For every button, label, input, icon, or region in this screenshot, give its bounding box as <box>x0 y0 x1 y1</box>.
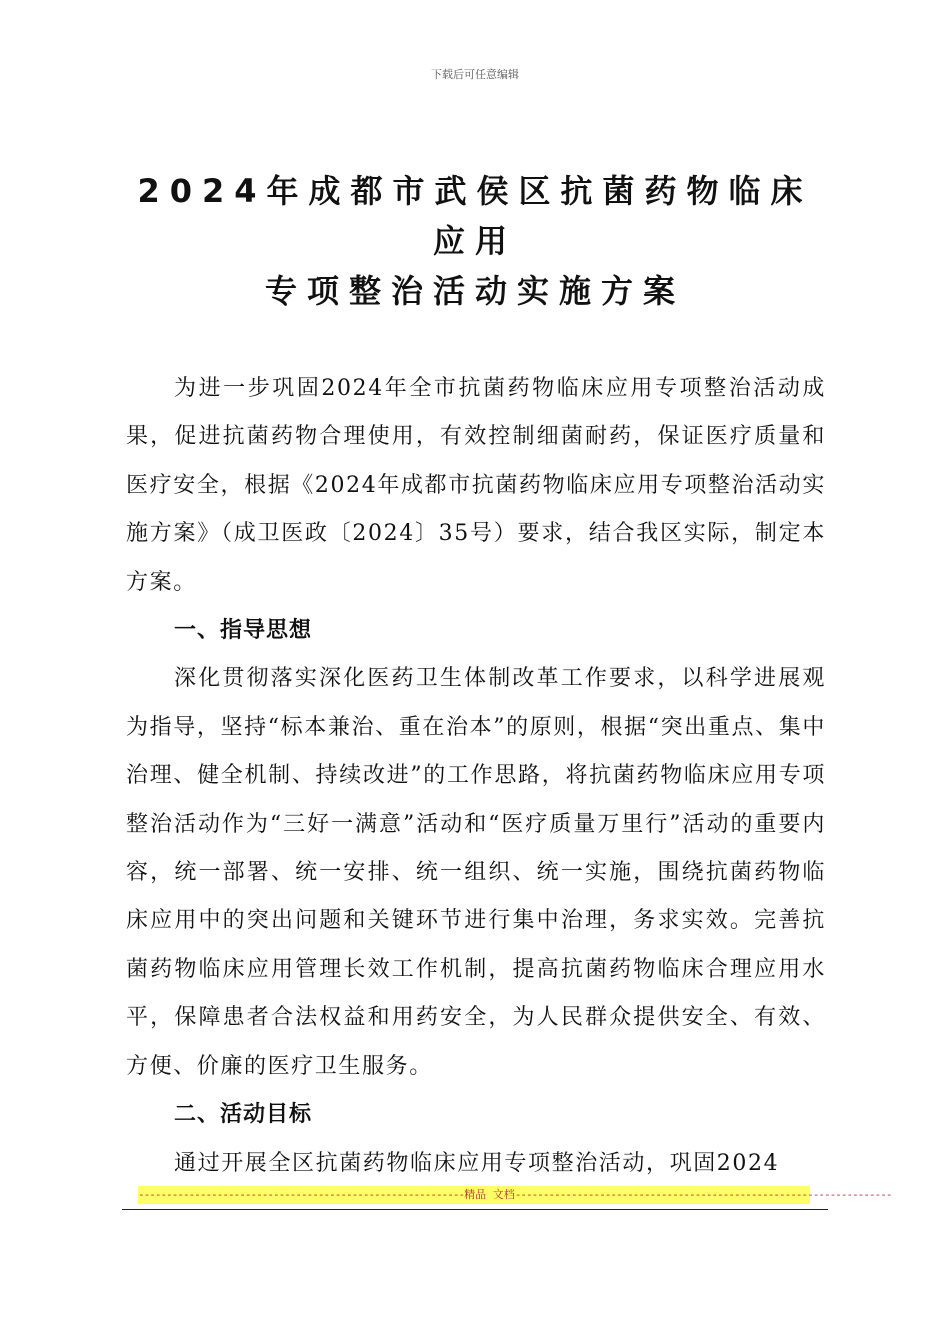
document-title <box>110 166 840 316</box>
footer-label: 精品 文档 <box>464 1188 515 1201</box>
footer-rule <box>122 1209 828 1210</box>
document-body <box>126 365 826 1188</box>
footer-watermark-band <box>138 1186 892 1204</box>
intro-paragraph: 为进一步巩固2024年全市抗菌药物临床应用专项整治活动成果，促进抗菌药物合理使用，有效控制细菌耐药，保证医疗质量和医疗安全，根据《2024年成都市抗菌药物临床应用专项整治活动实施方案》（成卫医政〔2024〕35号）要求，结合我区实际，制定本方案。 <box>126 376 826 595</box>
page-header-note: 下载后可任意编辑 <box>431 68 519 81</box>
footer-dashes-left: ---------------------------------------------------------- <box>138 1188 465 1201</box>
footer-dashes-right: ------------------------------------------------------------------- <box>514 1188 892 1201</box>
guiding-ideology-paragraph: 深化贯彻落实深化医药卫生体制改革工作要求，以科学进展观为指导，坚持“标本兼治、重在治本”的原则，根据“突出重点、集中治理、健全机制、持续改进”的工作思路，将抗菌药物临床应用专项整治活动作为“三好一满意”活动和“医疗质量万里行”活动的重要内容，统一部署、统一安排、统一组织、统一实施，围绕抗菌药物临床应用中的突出问题和关键环节进行集中治理，务求实效。完善抗菌药物临床应用管理长效工作机制，提高抗菌药物临床合理应用水平，保障患者合法权益和用药安全，为人民群众提供安全、有效、方便、价廉的医疗卫生服务。 <box>126 666 826 1079</box>
activity-goals-paragraph: 通过开展全区抗菌药物临床应用专项整治活动，巩固2024 <box>174 1150 780 1176</box>
title-line-1: 2024年成都市武侯区抗菌药物临床 <box>137 172 813 210</box>
section-heading-guiding-ideology: 一、指导思想 <box>174 618 313 644</box>
section-heading-activity-goals: 二、活动目标 <box>174 1102 313 1128</box>
title-line-2: 应用 <box>432 222 517 260</box>
title-line-3: 专项整治活动实施方案 <box>264 272 685 310</box>
